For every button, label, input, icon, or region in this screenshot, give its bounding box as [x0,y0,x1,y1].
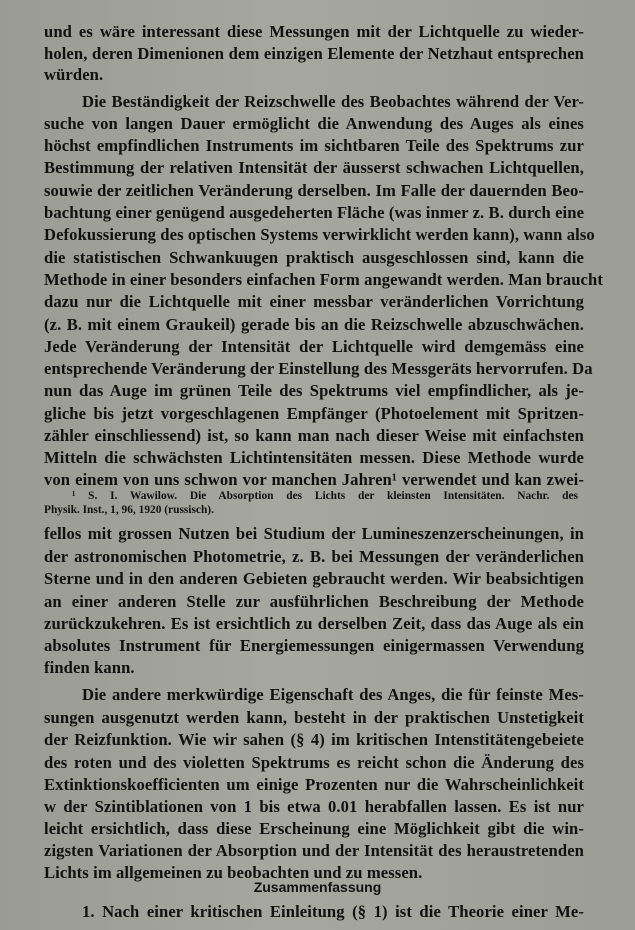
body-line-10: Defokussierung des optischen Systems verwirklicht werden kann), wann also [44,225,595,244]
body-line-7: Bestimmung der relativen Intensität der äusserst schwachen Lichtquellen, [44,158,584,177]
body-line-5: suche von langen Dauer ermöglicht die Anwendung des Auges als eines [44,114,584,133]
body-line-18: gliche bis jetzt vorgeschlagenen Empfänger (Photoelement mit Spritzen- [44,404,584,423]
body-line-21: von einem von uns schwon vor manchen Jahren¹ verwendet und kan zwei- [44,470,584,489]
body-line-4: Die Beständigkeit der Reizschwelle des Beobachtes während der Ver- [82,92,584,111]
body-line-8: souwie der zeitlichen Veränderung derselben. Im Falle der dauernden Beo- [44,181,584,200]
summary-heading: Zusammenfassung [253,879,382,895]
continuation-line-9: sungen ausgenutzt werden kann, besteht in der praktischen Unstetigkeit [44,708,584,727]
body-line-3: würden. [44,65,104,84]
body-line-20: Mitteln die schwächsten Lichtintensitäten messen. Diese Methode wurde [44,448,584,467]
body-line-11: die statistischen Schwankuugen praktisch ausgeschlossen sind, kann die [44,248,584,267]
body-line-12: Methode in einer besonders einfachen Form angewandt werden. Man braucht [44,270,603,289]
continuation-line-15: zigsten Variationen der Absorption und der Intensität des heraustretenden [44,841,584,860]
continuation-line-14: leicht ersichtlich, dass diese Erscheinung eine Möglichkeit gibt die win- [44,819,584,838]
continuation-line-10: der Reizfunktion. Wie wir sahen (§ 4) im kritischen Intenstitätengebeiete [44,730,584,749]
continuation-line-4: an einer anderen Stelle zur ausführlichen Beschreibung der Methode [44,592,584,611]
body-line-2: holen, deren Dimenionen dem einzigen Elemente der Netzhaut entsprechen [44,44,584,63]
continuation-line-1: fellos mit grossen Nutzen bei Studium der Lumineszenzerscheinungen, in [44,524,584,543]
continuation-line-6: absolutes Instrument für Energiemessungen einigermassen Verwendung [44,636,584,655]
continuation-line-11: des roten und des violetten Spektrums es reicht schon die Änderung des [44,753,584,772]
footnote-line-1: ¹ S. I. Wawilow. Die Absorption des Lichts der kleinsten Intensitäten. Nachr. des [72,490,578,502]
body-line-14: (z. B. mit einem Graukeil) gerade bis an die Reizschwelle abzuschwächen. [44,315,584,334]
body-line-15: Jede Veränderung der Intensität der Lichtquelle wird demgemäss eine [44,337,584,356]
body-line-17: nun das Auge im grünen Teile des Spektrums viel empfindlicher, als je- [44,381,584,400]
footnote-line-2: Physik. Inst., 1, 96, 1920 (russisch). [44,504,214,516]
continuation-line-3: Sterne und in den anderen Gebieten gebraucht werden. Wir beabsichtigen [44,569,584,588]
body-line-16: entsprechende Veränderung der Einstellung des Messgeräts hervorrufen. Da [44,359,593,378]
body-line-6: höchst empfindlichen Instruments im sichtbaren Teile des Spektrums zur [44,136,584,155]
continuation-line-5: zurückzukehren. Es ist ersichtlich zu derselben Zeit, dass das Auge als ein [44,614,584,633]
continuation-line-16: Lichts im allgemeinen zu beobachten und zu messen. [44,863,423,882]
continuation-line-13: w der Szintiblationen von 1 bis etwa 0.01 herabfallen lassen. Es ist nur [44,797,584,816]
body-line-13: dazu nur die Lichtquelle mit einer messbar veränderlichen Vorrichtung [44,292,584,311]
summary-first-line: 1. Nach einer kritischen Einleitung (§ 1) ist die Theorie einer Me- [82,902,584,921]
continuation-line-8: Die andere merkwürdige Eigenschaft des Anges, die für feinste Mes- [82,685,584,704]
continuation-line-12: Extinktionskoefficienten um einige Prozenten nur die Wahrscheinlichkeit [44,775,584,794]
body-line-19: zähler einschliessend) ist, so kann man nach dieser Weise mit einfachsten [44,426,584,445]
continuation-line-2: der astronomischen Photometrie, z. B. bei Messungen der veränderlichen [44,547,584,566]
body-line-9: bachtung einer genügend ausgedeherten Fläche (was inmer z. B. durch eine [44,203,585,222]
body-line-1: und es wäre interessant diese Messungen mit der Lichtquelle zu wieder- [44,22,584,41]
continuation-line-7: finden kann. [44,658,135,677]
